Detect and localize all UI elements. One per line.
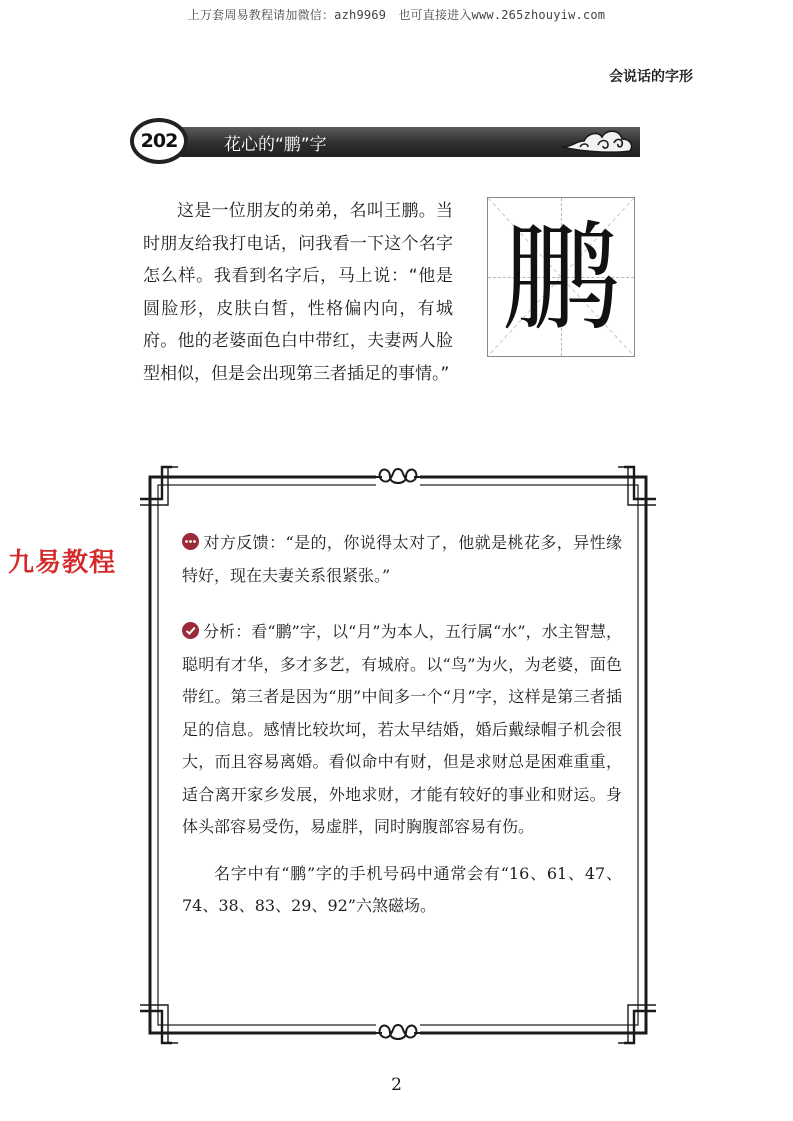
intro-paragraph [143, 195, 453, 390]
feedback-label: 对方反馈： [203, 533, 286, 552]
section-number: 202 [130, 118, 188, 164]
cloud-ornament-icon [558, 125, 636, 157]
top-banner: 上万套周易教程请加微信：azh9969 也可直接进入www.265zhouyiw.com [187, 8, 606, 22]
running-head: 会说话的字形 [609, 69, 693, 85]
watermark-label: 九易教程 [8, 548, 117, 578]
checkmark-icon [182, 622, 199, 639]
analysis-paragraph [182, 616, 622, 844]
more-dots-icon [182, 533, 199, 550]
analysis-frame [138, 465, 658, 1045]
phone-note: 名字中有“鹏”字的手机号码中通常会有“16、61、47、74、38、83、29、92”六煞磁场。 [182, 863, 622, 915]
feedback-text: “是的，你说得太对了，他就是桃花多，异性缘特好，现在夫妻关系很紧张。” [182, 533, 622, 585]
intro-text: 这是一位朋友的弟弟，名叫王鹏。当时朋友给我打电话，问我看一下这个名字怎么样。我看到名字后，马上说：“他是圆脸形，皮肤白皙，性格偏内向，有城府。他的老婆面色白中带红，夫妻两人脸型相似，但是会出现第三者插足的事情。” [143, 201, 453, 384]
page-number: 2 [391, 1075, 402, 1095]
featured-character: 鹏 [501, 209, 620, 347]
character-grid [487, 197, 635, 357]
analysis-text: 看“鹏”字，以“月”为本人，五行属“水”，水主智慧，聪明有才华，多才多艺，有城府。以“鸟”为火，为老婆，面色带红。第三者是因为“朋”中间多一个“月”字，这样是第三者插足的信息。感情比较坎坷，若太早结婚，婚后戴绿帽子机会很大，而且容易离婚。看似命中有财，但是求财总是困难重重，适合离开家乡发展，外地求财，才能有较好的事业和财运。身体头部容易受伤，易虚胖，同时胸腹部容易有伤。 [182, 622, 622, 836]
analysis-label: 分析： [203, 622, 252, 641]
feedback-paragraph [182, 527, 622, 592]
frame-content [182, 527, 622, 923]
section-title-bar [130, 118, 642, 164]
section-title: 花心的“鹏”字 [224, 135, 327, 155]
